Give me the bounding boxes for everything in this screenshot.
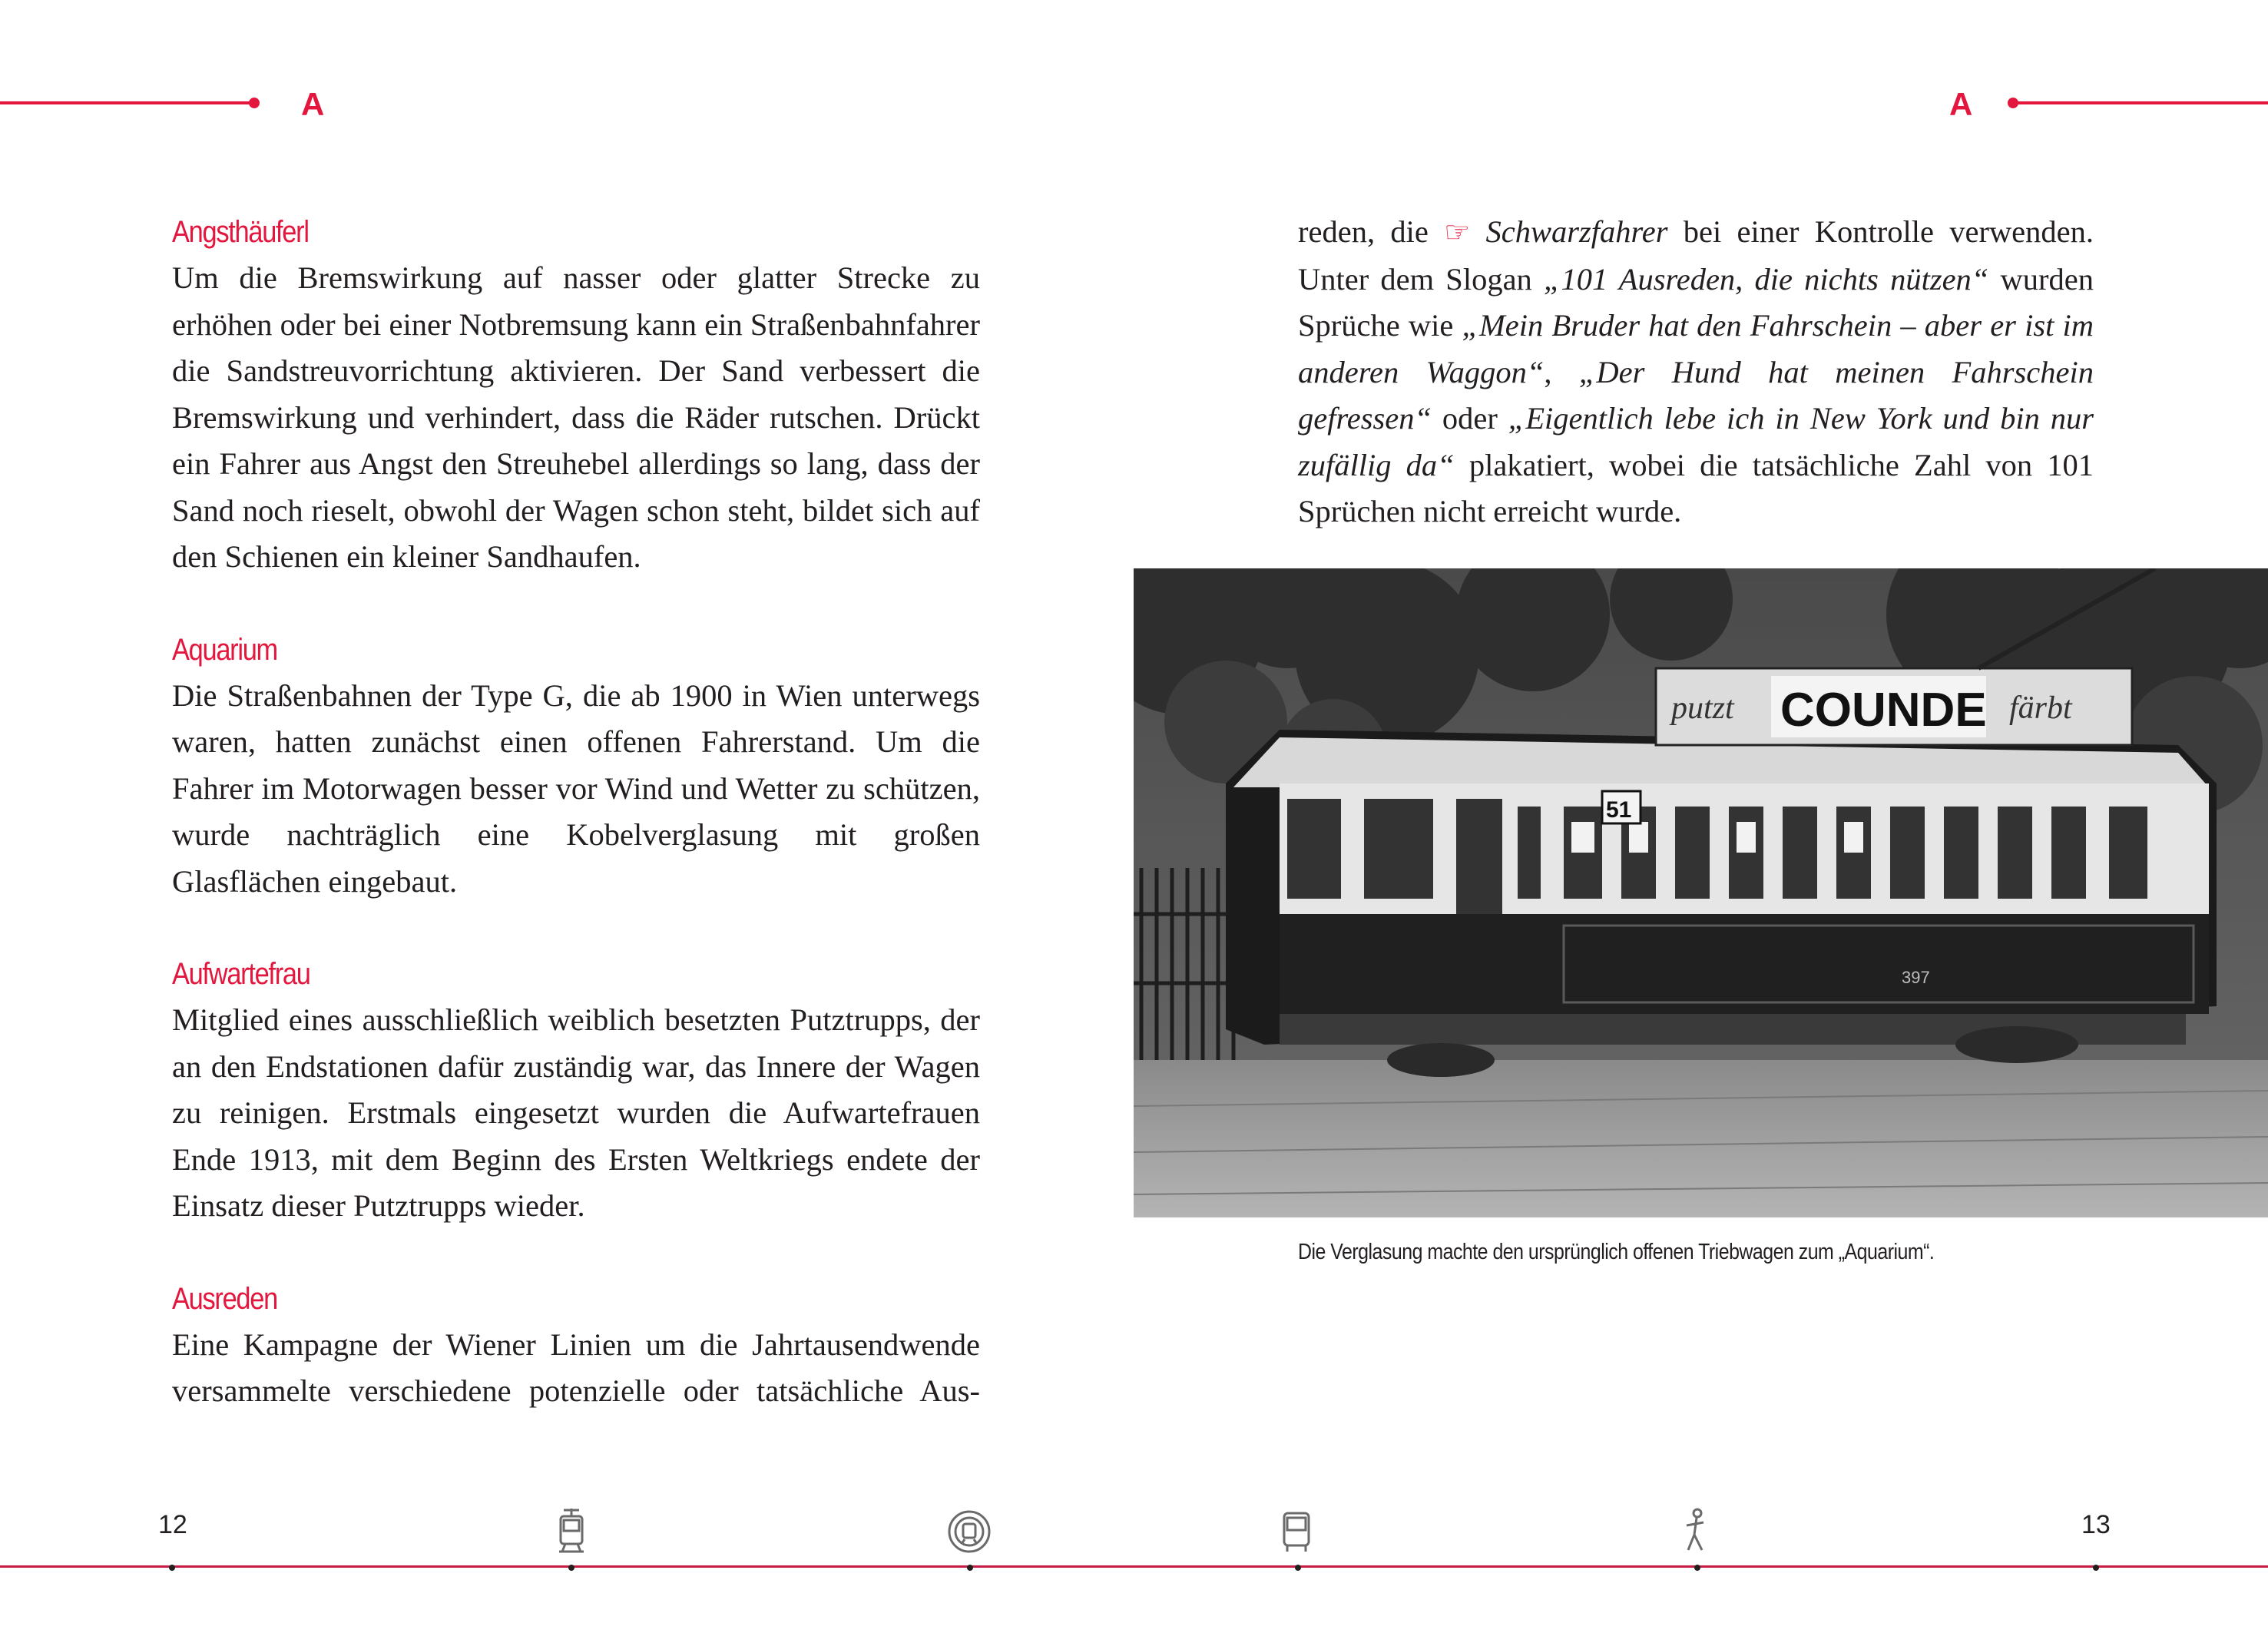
car-number: 397 [1902,968,1930,987]
pedestrian-icon [1674,1507,1717,1556]
footer-dot [169,1565,175,1571]
entry-term: Aufwartefrau [172,957,310,991]
footer-dot [1295,1565,1301,1571]
page-number-left: 12 [158,1510,187,1539]
entry-text: Mitglied eines ausschließlich weiblich besetzten Putztrupps, der an den Endstationen dafür zuständig war, das Innere der Wagen zu reinigen. Erstmals eingesetzt wurden die Aufwartefrauen Ende 1913, mit dem Beginn des Ersten Weltkriegs endete der Einsatz dieser Putztrupps wieder. [172,1002,980,1223]
section-letter-right: A [1949,86,1973,122]
entry-text: Die Straßenbahnen der Type G, die ab 1900 in Wien unterwegs waren, hatten zunächst einen offenen Fahrerstand. Um die Fahrer im Motorwagen besser vor Wind und Wetter zu schützen, wurde nachträglich eine Kobelverglasung mit großen Glasflächen eingebaut. [172,677,980,899]
cross-reference-link[interactable]: Schwarzfahrer [1485,214,1668,249]
footer-rule [0,1565,2268,1568]
footer-dot [1694,1565,1700,1571]
footer-dot [568,1565,574,1571]
header-rule-left [0,101,252,104]
entry-ausreden [172,1276,980,1415]
entry-term: Angsthäuferl [172,215,309,249]
footer-dot [967,1565,973,1571]
entry-term: Aquarium [172,632,277,667]
tram-photo [1134,568,2268,1217]
entry-term: Ausreden [172,1281,277,1316]
sign-main-word: COUNDE [1780,684,1987,737]
photo-caption: Die Verglasung machte den ursprünglich offenen Triebwagen zum „Aquarium“. [1298,1240,1935,1264]
entry-text: Um die Bremswirkung auf nasser oder glatter Strecke zu erhöhen oder bei einer Notbremsung kann ein Straßenbahnfahrer die Sandstreuvorrichtung aktivieren. Der Sand verbessert die Bremswirkung und verhindert, dass die Räder rutschen. Drückt ein Fahrer aus Angst den Streuhebel allerdings so lang, dass der Sand noch rieselt, obwohl der Wagen schon steht, bildet sich auf den Schienen ein kleiner Sandhaufen. [172,260,980,574]
header-dot-left [249,98,260,108]
header-rule-right [2012,101,2268,104]
page-number-right: 13 [2081,1510,2111,1539]
entry-aufwartefrau [172,951,980,1230]
metro-station-icon [948,1507,991,1556]
tram-icon [550,1507,593,1556]
route-number: 51 [1606,797,1632,823]
right-column [1298,209,2094,535]
sign-left-word: putzt [1671,691,1734,726]
footer-dot [2093,1565,2099,1571]
entry-text: Eine Kampagne der Wiener Linien um die Jahrtausendwende versammelte verschiedene potenzielle oder tatsächliche Aus- [172,1327,980,1408]
entry-aquarium [172,627,980,906]
pointing-hand-icon: ☞ [1444,217,1471,249]
sign-right-word: färbt [2009,691,2072,726]
entry-angsthaeuferl [172,209,980,581]
left-column [172,209,980,1415]
bus-icon [1275,1507,1318,1556]
ausreden-continued: reden, die ☞ Schwarzfahrer bei einer Kontrolle verwenden. Unter dem Slogan „101 Ausreden, die nichts nützen“ wurden Sprüche wie „Mein Bruder hat den Fahrschein – aber er ist im anderen Waggon“, „Der Hund hat meinen Fahrschein gefressen“ oder „Eigentlich lebe ich in New York und bin nur zufällig da“ plakatiert, wobei die tatsächliche Zahl von 101 Sprüchen nicht erreicht wurde. [1298,214,2094,528]
section-letter-left: A [301,86,325,122]
tram-illustration [1134,568,2268,1217]
